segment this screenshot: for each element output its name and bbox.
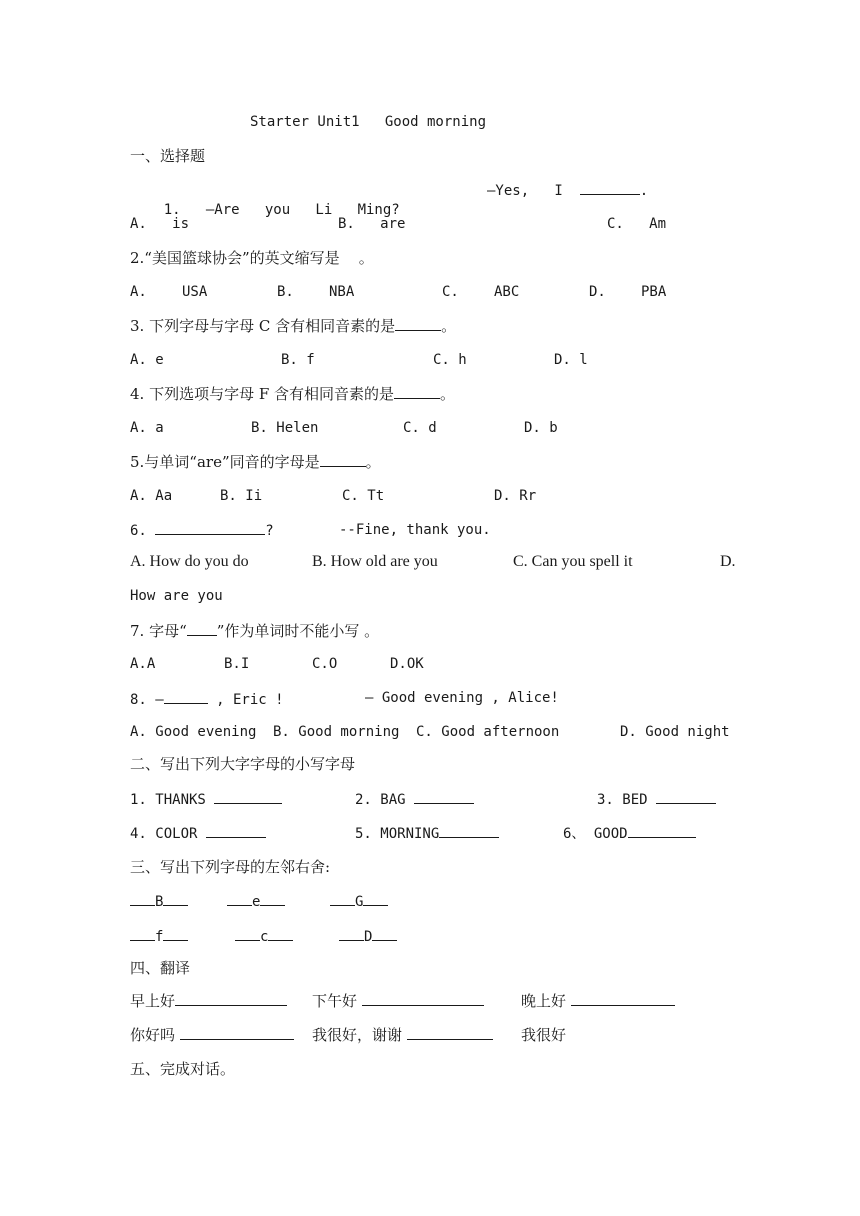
section-heading-choice: 一、选择题 — [130, 147, 206, 165]
translate-item-3: 晚上好 — [521, 991, 675, 1011]
q2-option-c-label: C. — [442, 284, 459, 300]
blank[interactable] — [580, 180, 640, 195]
q8-option-a: A. Good evening — [130, 724, 257, 740]
blank[interactable] — [414, 789, 474, 804]
q3-option-d: D. l — [554, 352, 588, 368]
blank[interactable] — [394, 384, 440, 399]
blank[interactable] — [260, 891, 285, 906]
blank[interactable] — [571, 991, 675, 1006]
blank[interactable] — [163, 926, 188, 941]
blank[interactable] — [628, 823, 696, 838]
blank[interactable] — [395, 316, 441, 331]
lowercase-item-3: 3. BED — [597, 789, 716, 810]
neighbor-item-1: B — [130, 891, 188, 912]
blank[interactable] — [330, 891, 355, 906]
blank[interactable] — [163, 891, 188, 906]
q7-option-d: D.OK — [390, 656, 424, 672]
neighbor-item-6: D — [339, 926, 397, 947]
question-8: 8. — , Eric ! — [130, 688, 284, 710]
translate-item-4: 你好吗 — [130, 1025, 294, 1045]
q5-option-b: B. Ii — [220, 488, 263, 504]
q2-option-b: NBA — [329, 284, 355, 300]
q7-option-a: A.A — [130, 656, 156, 672]
q8-reply: — Good evening , Alice! — [365, 690, 559, 706]
q1-option-a: A. is — [130, 216, 190, 232]
blank[interactable] — [362, 991, 484, 1006]
q6-option-c: C. Can you spell it — [513, 553, 633, 570]
blank[interactable] — [175, 991, 287, 1006]
translate-item-2: 下午好 — [312, 991, 484, 1011]
q7-option-b: B.I — [224, 656, 250, 672]
question-5: 5.与单词“are”同音的字母是 。 — [130, 453, 381, 471]
blank[interactable] — [268, 926, 293, 941]
q4-option-c: C. d — [403, 420, 437, 436]
lowercase-item-2: 2. BAG — [355, 789, 474, 810]
section-heading-lowercase: 二、写出下列大字字母的小写字母 — [130, 755, 356, 773]
q3-option-b: B. f — [281, 352, 315, 368]
neighbor-item-5: c — [235, 926, 293, 947]
blank[interactable] — [130, 926, 155, 941]
blank[interactable] — [214, 789, 282, 804]
q6-option-b: B. How old are you — [312, 553, 438, 570]
q8-option-b: B. Good morning — [273, 724, 400, 740]
blank[interactable] — [180, 1025, 294, 1040]
blank[interactable] — [155, 520, 265, 535]
q7-option-c: C.O — [312, 656, 338, 672]
q1-option-c: C. Am — [607, 216, 667, 232]
q6-reply: --Fine, thank you. — [339, 522, 491, 538]
blank[interactable] — [187, 620, 217, 636]
q2-option-c: ABC — [494, 284, 520, 300]
q2-option-a-label: A. — [130, 284, 147, 300]
neighbor-item-3: G — [330, 891, 388, 912]
lowercase-item-4: 4. COLOR — [130, 823, 266, 844]
section-heading-neighbors: 三、写出下列字母的左邻右舍: — [130, 858, 331, 876]
blank[interactable] — [206, 823, 266, 838]
q6-option-a: A. How do you do — [130, 553, 249, 570]
q2-option-b-label: B. — [277, 284, 294, 300]
q8-option-d: D. Good night — [620, 724, 730, 740]
q5-option-d: D. Rr — [494, 488, 537, 504]
question-1-answer: —Yes, I . — [487, 180, 648, 201]
section-heading-dialogue: 五、完成对话。 — [130, 1060, 236, 1078]
question-2: 2.“美国篮球协会”的英文缩写是 。 — [130, 249, 374, 267]
q2-option-a: USA — [182, 284, 208, 300]
q6-option-d: How are you — [130, 588, 223, 604]
q3-option-a: A. e — [130, 352, 164, 368]
q1-reply: —Yes, I — [487, 183, 580, 199]
blank[interactable] — [363, 891, 388, 906]
question-7: 7. 字母“ ”作为单词时不能小写 。 — [130, 622, 380, 640]
blank[interactable] — [339, 926, 364, 941]
q5-option-c: C. Tt — [342, 488, 385, 504]
lowercase-item-1: 1. THANKS — [130, 789, 282, 810]
q1-prompt: 1. —Are you Li Ming? — [163, 202, 400, 218]
blank[interactable] — [235, 926, 260, 941]
section-heading-translate: 四、翻译 — [130, 959, 191, 977]
lowercase-item-5: 5. MORNING — [355, 823, 499, 844]
lowercase-item-6: 6、 GOOD — [563, 823, 696, 844]
q4-option-b: B. Helen — [251, 420, 319, 436]
q3-option-c: C. h — [433, 352, 467, 368]
blank[interactable] — [656, 789, 716, 804]
translate-item-5: 我很好，谢谢 — [312, 1025, 493, 1045]
blank[interactable] — [164, 688, 208, 704]
q5-option-a: A. Aa — [130, 488, 173, 504]
q2-option-d-label: D. — [589, 284, 606, 300]
neighbor-item-4: f — [130, 926, 188, 947]
q4-option-d: D. b — [524, 420, 558, 436]
q6-option-d-label: D. — [720, 553, 736, 570]
neighbor-item-2: e — [227, 891, 285, 912]
question-3: 3. 下列字母与字母 C 含有相同音素的是 。 — [130, 317, 457, 335]
blank[interactable] — [439, 823, 499, 838]
blank[interactable] — [320, 452, 366, 467]
translate-item-6: 我很好 — [521, 1026, 567, 1044]
q2-option-d: PBA — [641, 284, 667, 300]
question-6: 6. ? — [130, 520, 274, 541]
q4-option-a: A. a — [130, 420, 164, 436]
blank[interactable] — [130, 891, 155, 906]
q1-option-b: B. are — [338, 216, 406, 232]
translate-item-1: 早上好 — [130, 991, 287, 1011]
q8-option-c: C. Good afternoon — [416, 724, 560, 740]
page-title: Starter Unit1 Good morning — [250, 114, 487, 130]
blank[interactable] — [372, 926, 397, 941]
blank[interactable] — [407, 1025, 493, 1040]
blank[interactable] — [227, 891, 252, 906]
question-4: 4. 下列选项与字母 F 含有相同音素的是 。 — [130, 385, 456, 403]
